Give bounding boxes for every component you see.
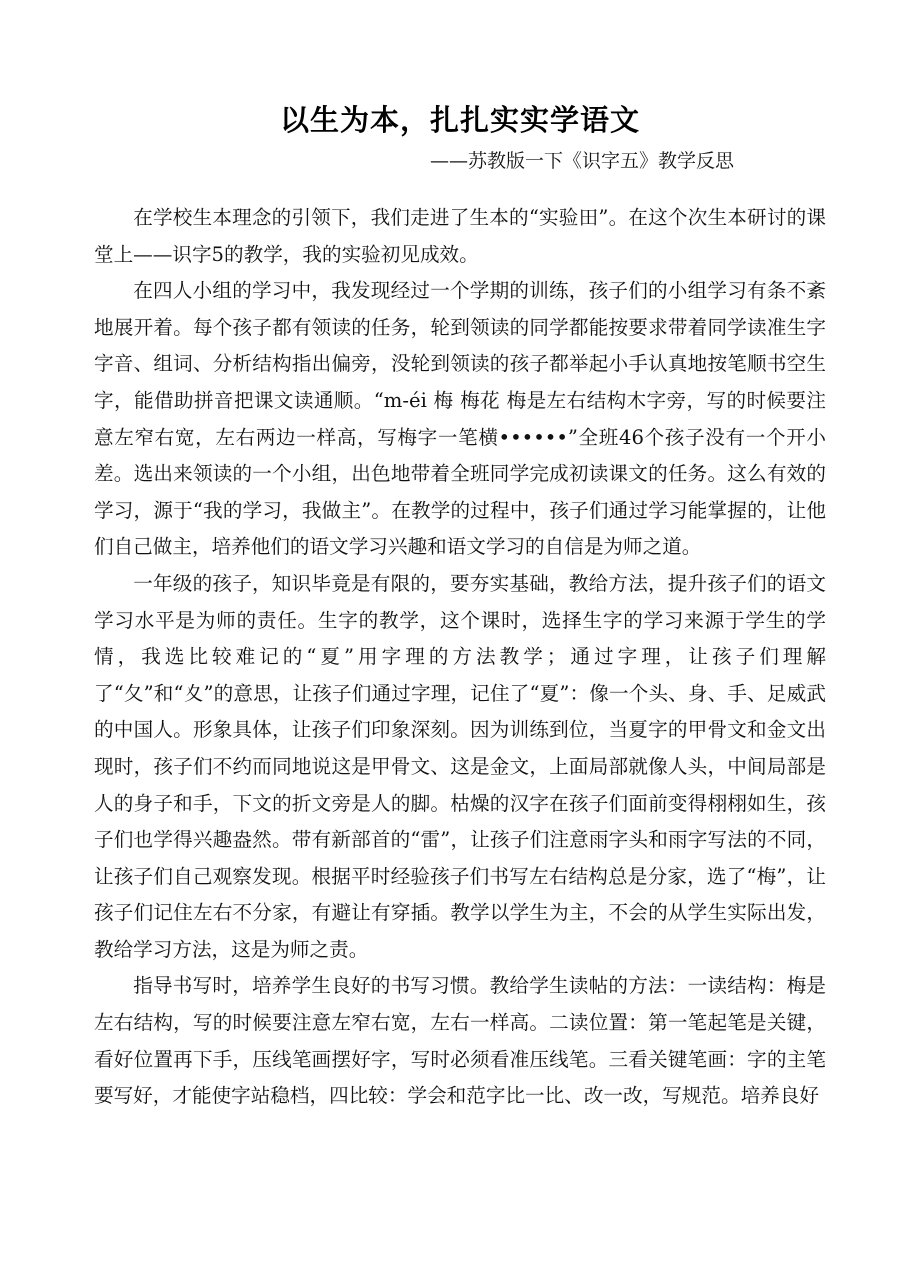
paragraph-intro: 在学校生本理念的引领下，我们走进了生本的“实验田”。在这个次生本研讨的课堂上——识字5的教学，我的实验初见成效。	[94, 206, 826, 266]
paragraph-writing-guidance: 指导书写时，培养学生良好的书写习惯。教给学生读帖的方法：一读结构：梅是左右结构，写的时候要注意左窄右宽，左右一样高。二读位置：第一笔起笔是关键，看好位置再下手，压线笔画摆好字，写时必须看准压线笔。三看关键笔画：字的主笔要写好，才能使字站稳档，四比较：学会和范字比一比、改一改，写规范。培养良好	[94, 974, 826, 1108]
document-subtitle: ——苏教版一下《识字五》教学反思	[430, 150, 735, 172]
document-title: 以生为本，扎扎实实学语文	[279, 103, 640, 137]
document-body	[94, 200, 826, 1260]
paragraph-character-teaching: 一年级的孩子，知识毕竟是有限的，要夯实基础，教给方法，提升孩子们的语文学习水平是为师的责任。生字的教学，这个课时，选择生字的学习来源于学生的学情，我选比较难记的“夏”用字理的方法教学；通过字理，让孩子们理解了“夂”和“夊”的意思，让孩子们通过字理，记住了“夏”：像一个头、身、手、足威武的中国人。形象具体，让孩子们印象深刻。因为训练到位，当夏字的甲骨文和金文出现时，孩子们不约而同地说这是甲骨文、这是金文，上面局部就像人头，中间局部是人的身子和手，下文的折文旁是人的脚。枯燥的汉字在孩子们面前变得栩栩如生，孩子们也学得兴趣盎然。带有新部首的“雷”，让孩子们注意雨字头和雨字写法的不同，让孩子们自己观察发现。根据平时经验孩子们书写左右结构总是分家，选了“梅”，让孩子们记住左右不分家，有避让有穿插。教学以学生为主，不会的从学生实际出发，教给学习方法，这是为师之责。	[94, 571, 826, 961]
paragraph-group-learning: 在四人小组的学习中，我发现经过一个学期的训练，孩子们的小组学习有条不紊地展开着。每个孩子都有领读的任务，轮到领读的同学都能按要求带着同学读准生字字音、组词、分析结构指出偏旁，没轮到领读的孩子都举起小手认真地按笔顺书空生字，能借助拼音把课文读通顺。“m-éi 梅 梅花 梅是左右结构木字旁，写的时候要注意左窄右宽，左右两边一样高，写梅字一笔横••••••”全班46个孩子没有一个开小差。选出来领读的一个小组，出色地带着全班同学完成初读课文的任务。这么有效的学习，源于“我的学习，我做主”。在教学的过程中，孩子们通过学习能掌握的，让他们自己做主，培养他们的语文学习兴趣和语文学习的自信是为师之道。	[94, 279, 826, 559]
